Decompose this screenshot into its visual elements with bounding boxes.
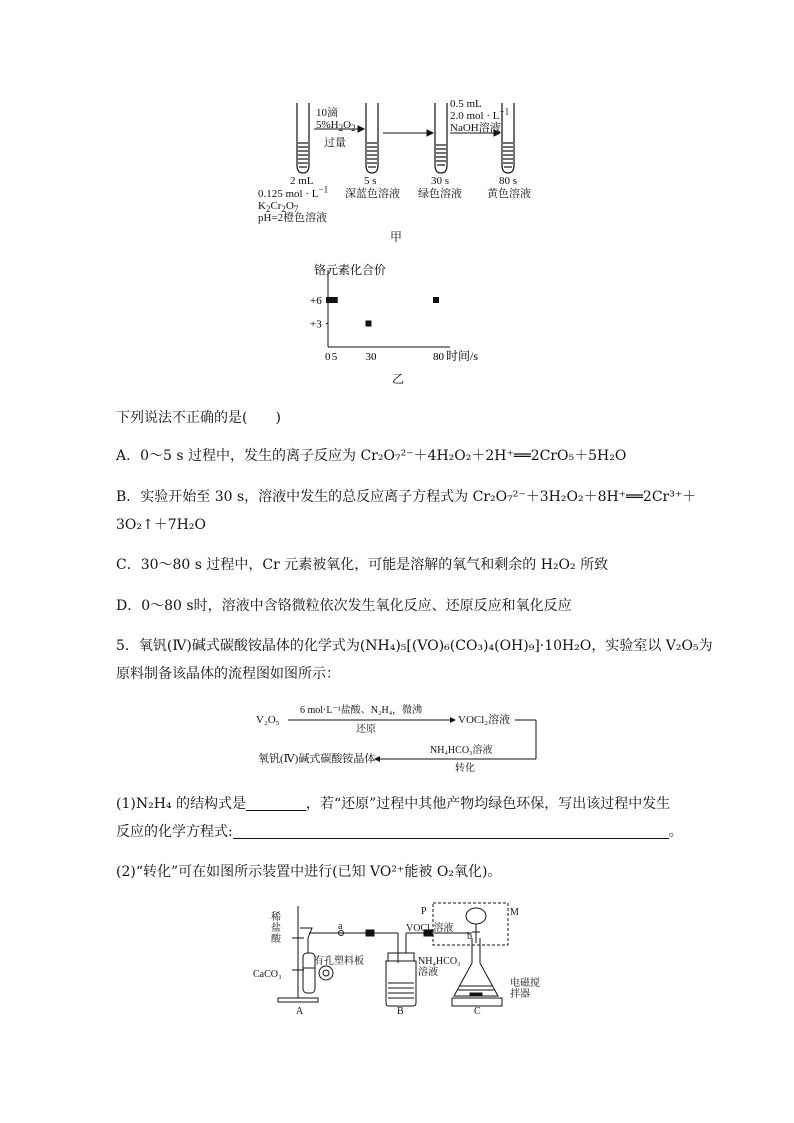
sub1-text-b: ，若“还原”过程中其他产物均绿色环保，写出该过程中发生 — [305, 796, 671, 812]
sub1-text-a: (1)N₂H₄ 的结构式是 — [116, 796, 246, 812]
question4-stem: 下列说法不正确的是( ) — [116, 410, 281, 426]
apparatus-c — [433, 903, 508, 1006]
flow-arrow1-bottom: 还原 — [356, 724, 376, 735]
question5-sub2: (2)“转化”可在如图所示装置中进行(已知 VO²⁺能被 O₂氧化)。 — [116, 864, 502, 880]
question4-option-d: D．0～80 s时，溶液中含铬微粒依次发生氧化反应、还原反应和氧化反应 — [116, 598, 572, 614]
label-apparatus-b: B — [397, 1006, 404, 1017]
question4-option-b-line1: B．实验开始至 30 s，溶液中发生的总反应离子方程式为 Cr₂O₇²⁻＋3H₂O₂＋8H⁺══2Cr³⁺＋ — [116, 489, 697, 505]
test-tube-2 — [366, 103, 378, 173]
question5-line2: 原料制备该晶体的流程图如图所示： — [116, 666, 340, 682]
data-point — [433, 297, 439, 303]
flow-start: V₂O₅ — [256, 714, 280, 726]
test-tube-1 — [297, 103, 309, 173]
test-tube-3 — [435, 103, 447, 173]
data-point — [326, 297, 332, 303]
flow-arrow1-top: 6 mol·L⁻¹盐酸、N₂H₄，微沸 — [300, 705, 423, 716]
question4-option-a: A．0～5 s 过程中，发生的离子反应为 Cr₂O₇²⁻＋4H₂O₂＋2H⁺══2CrO₅＋5H₂O — [116, 448, 627, 464]
label-perforated-plate: 有孔塑料板 — [314, 956, 364, 967]
question5-sub1-line2 — [116, 822, 683, 842]
tube4-description: 黄色溶液 — [487, 188, 531, 200]
question5-line1: 5．氧钒(Ⅳ)碱式碳酸铵晶体的化学式为(NH₄)₅[(VO)₆(CO₃)₄(OH)₉]·10H₂O，实验室以 V₂O₅为 — [116, 638, 713, 654]
label-m: M — [510, 907, 519, 918]
label-a: a — [338, 921, 343, 932]
flow-chart — [250, 700, 550, 775]
label-p: P — [421, 906, 427, 917]
answer-blank-structure[interactable] — [246, 796, 306, 811]
tube3-time: 30 s — [431, 175, 450, 187]
data-point — [366, 321, 372, 327]
tube4-time: 80 s — [499, 175, 518, 187]
flow-mid: VOCl₂溶液 — [458, 714, 511, 726]
label-b-valve: b — [467, 931, 472, 942]
arrow-2 — [383, 130, 433, 136]
question4-option-b-line2: 3O₂↑＋7H₂O — [116, 517, 206, 533]
x-axis-label: 时间/s — [446, 349, 479, 363]
tube1-volume: 2 mL — [290, 175, 314, 187]
y-tick-label: +6 — [310, 295, 322, 307]
answer-blank-equation[interactable] — [233, 824, 669, 839]
tube2-time: 5 s — [364, 175, 377, 187]
arrow3-label-top: 0.5 mL 2.0 mol · $L^{-1}$ NaOH溶液 — [450, 98, 510, 134]
x-tick-label: 30 — [365, 351, 377, 363]
label-apparatus-a: A — [296, 1006, 304, 1017]
figure-jia-caption: 甲 — [390, 230, 403, 244]
label-nh4hco3: NH₄HCO₃ 溶液 — [418, 956, 461, 978]
x-tick-label: 80 — [433, 351, 444, 363]
apparatus-figure — [248, 898, 548, 1018]
question5-sub1-line1 — [116, 794, 670, 814]
flow-end: 氧钒(Ⅳ)碱式碳酸铵晶体 — [258, 753, 376, 765]
label-caco3: CaCO₃ — [253, 969, 282, 980]
figure-yi-caption: 乙 — [392, 372, 405, 386]
arrow1-label-bottom: 过量 — [324, 137, 346, 149]
chart-svg — [300, 262, 500, 372]
label-apparatus-c: C — [474, 1006, 481, 1017]
figure-yi-chart — [300, 262, 500, 372]
arrow1-label-top: 10滴 $5\%H_2O_2$ — [316, 107, 356, 134]
x-tick-label: 0 — [325, 351, 331, 363]
figure-jia — [250, 95, 550, 245]
flow-arrow2-bottom: 转化 — [455, 763, 475, 774]
x-tick-label: 5 — [331, 351, 338, 363]
y-axis-label: 铬元素化合价 — [314, 263, 387, 277]
apparatus-drawing — [248, 898, 548, 1018]
sub1-end: 。 — [668, 824, 683, 840]
tube1-description: 0.125 mol · $L^{-1}$ $K_2Cr_2O_7$ pH=2橙色溶液 — [258, 184, 329, 224]
data-point — [332, 297, 338, 303]
y-tick-label: +3 — [310, 318, 322, 331]
flow-arrow2-top: NH₄HCO₃溶液 — [430, 745, 493, 756]
label-stirrer: 电磁搅 拌器 — [510, 978, 540, 1000]
sub1-text-c: 反应的化学方程式: — [116, 824, 233, 840]
tube2-description: 深蓝色溶液 — [345, 188, 400, 200]
question4-option-c: C．30～80 s 过程中，Cr 元素被氧化，可能是溶解的氧气和剩余的 H₂O₂ 所致 — [116, 557, 609, 573]
tube3-description: 绿色溶液 — [418, 188, 462, 200]
label-dilute-hcl: 稀 盐 酸 — [271, 912, 281, 945]
label-vocl2: VOCl₂溶液 — [406, 923, 454, 934]
